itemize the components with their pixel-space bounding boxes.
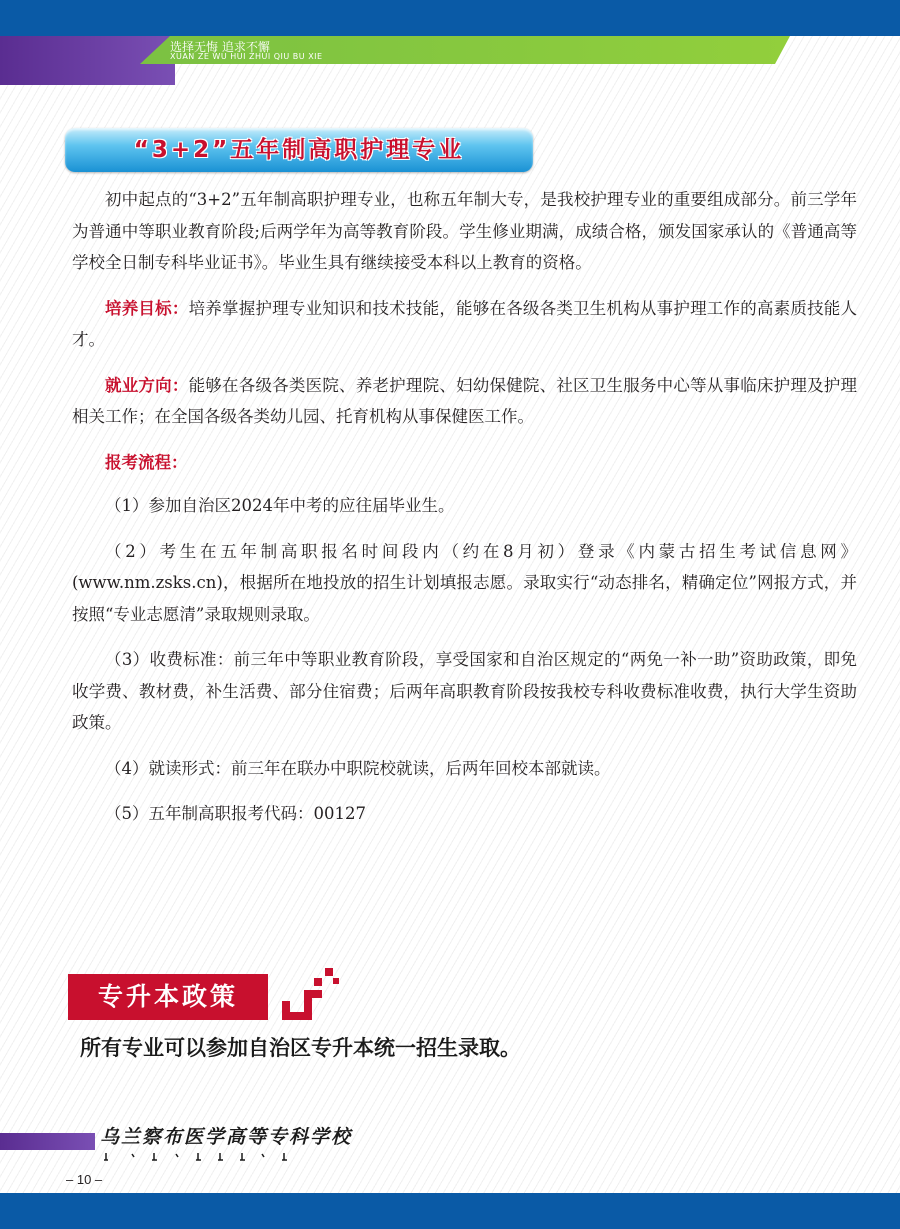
goal-text: 培养掌握护理专业知识和技术技能，能够在各级各类卫生机构从事护理工作的高素质技能人才。 <box>72 298 858 349</box>
intro-paragraph: 初中起点的“3+2”五年制高职护理专业，也称五年制大专，是我校护理专业的重要组成部分。前三学年为普通中等职业教育阶段;后两学年为高等教育阶段。学生修业期满，成绩合格，颁发国家承认的《普通高等学校全日制专科毕业证书》。毕业生具有继续接受本科以上教育的资格。 <box>72 190 857 272</box>
header-slogan-en: XUAN ZE WU HUI ZHUI QIU BU XIE <box>170 52 323 61</box>
page-number: – 10 – <box>66 1172 103 1187</box>
policy-title: 专升本政策 <box>97 982 238 1011</box>
process-step: （5）五年制高职报考代码：00127 <box>105 804 366 823</box>
section-title-banner <box>65 128 533 172</box>
mongolian-script-mark <box>102 1152 302 1162</box>
process-label: 报考流程： <box>105 452 188 472</box>
goal-paragraph <box>72 293 857 356</box>
process-step: （1）参加自治区2024年中考的应往届毕业生。 <box>105 496 455 515</box>
process-step: （4）就读形式：前三年在联办中职院校就读，后两年回校本部就读。 <box>105 758 611 778</box>
employment-paragraph <box>72 370 857 433</box>
top-blue-bar <box>0 0 900 36</box>
goal-label: 培养目标： <box>105 298 189 318</box>
employment-text: 能够在各级各类医院、养老护理院、妇幼保健院、社区卫生服务中心等从事临床护理及护理相关工作；在全国各级各类幼儿园、托育机构从事保健医工作。 <box>72 375 858 426</box>
section-title: “3+2”五年制高职护理专业 <box>133 137 465 163</box>
header-slogan-cn: 选择无悔 追求不懈 <box>170 40 270 54</box>
main-content <box>72 184 857 844</box>
bottom-violet-accent <box>0 1133 95 1150</box>
bottom-blue-bar <box>0 1193 900 1229</box>
process-heading <box>72 447 857 479</box>
school-name-logo <box>100 1122 353 1168</box>
process-step: （2）考生在五年制高职报名时间段内（约在8月初）登录《内蒙古招生考试信息网》(www.nm.zsks.cn)，根据所在地投放的招生计划填报志愿。录取实行“动态排名，精确定位”网报方式，并按照“专业志愿清”录取规则录取。 <box>72 541 857 624</box>
policy-text: 所有专业可以参加自治区专升本统一招生录取。 <box>80 1036 521 1060</box>
policy-title-block <box>68 974 268 1020</box>
employment-label: 就业方向： <box>105 375 189 395</box>
process-step: （3）收费标准：前三年中等职业教育阶段，享受国家和自治区规定的“两免一补一助”资助政策，即免收学费、教材费，补生活费、部分住宿费；后两年高职教育阶段按我校专科收费标准收费，执行大学生资助政策。 <box>72 650 857 732</box>
school-name: 乌兰察布医学高等专科学校 <box>100 1126 353 1148</box>
